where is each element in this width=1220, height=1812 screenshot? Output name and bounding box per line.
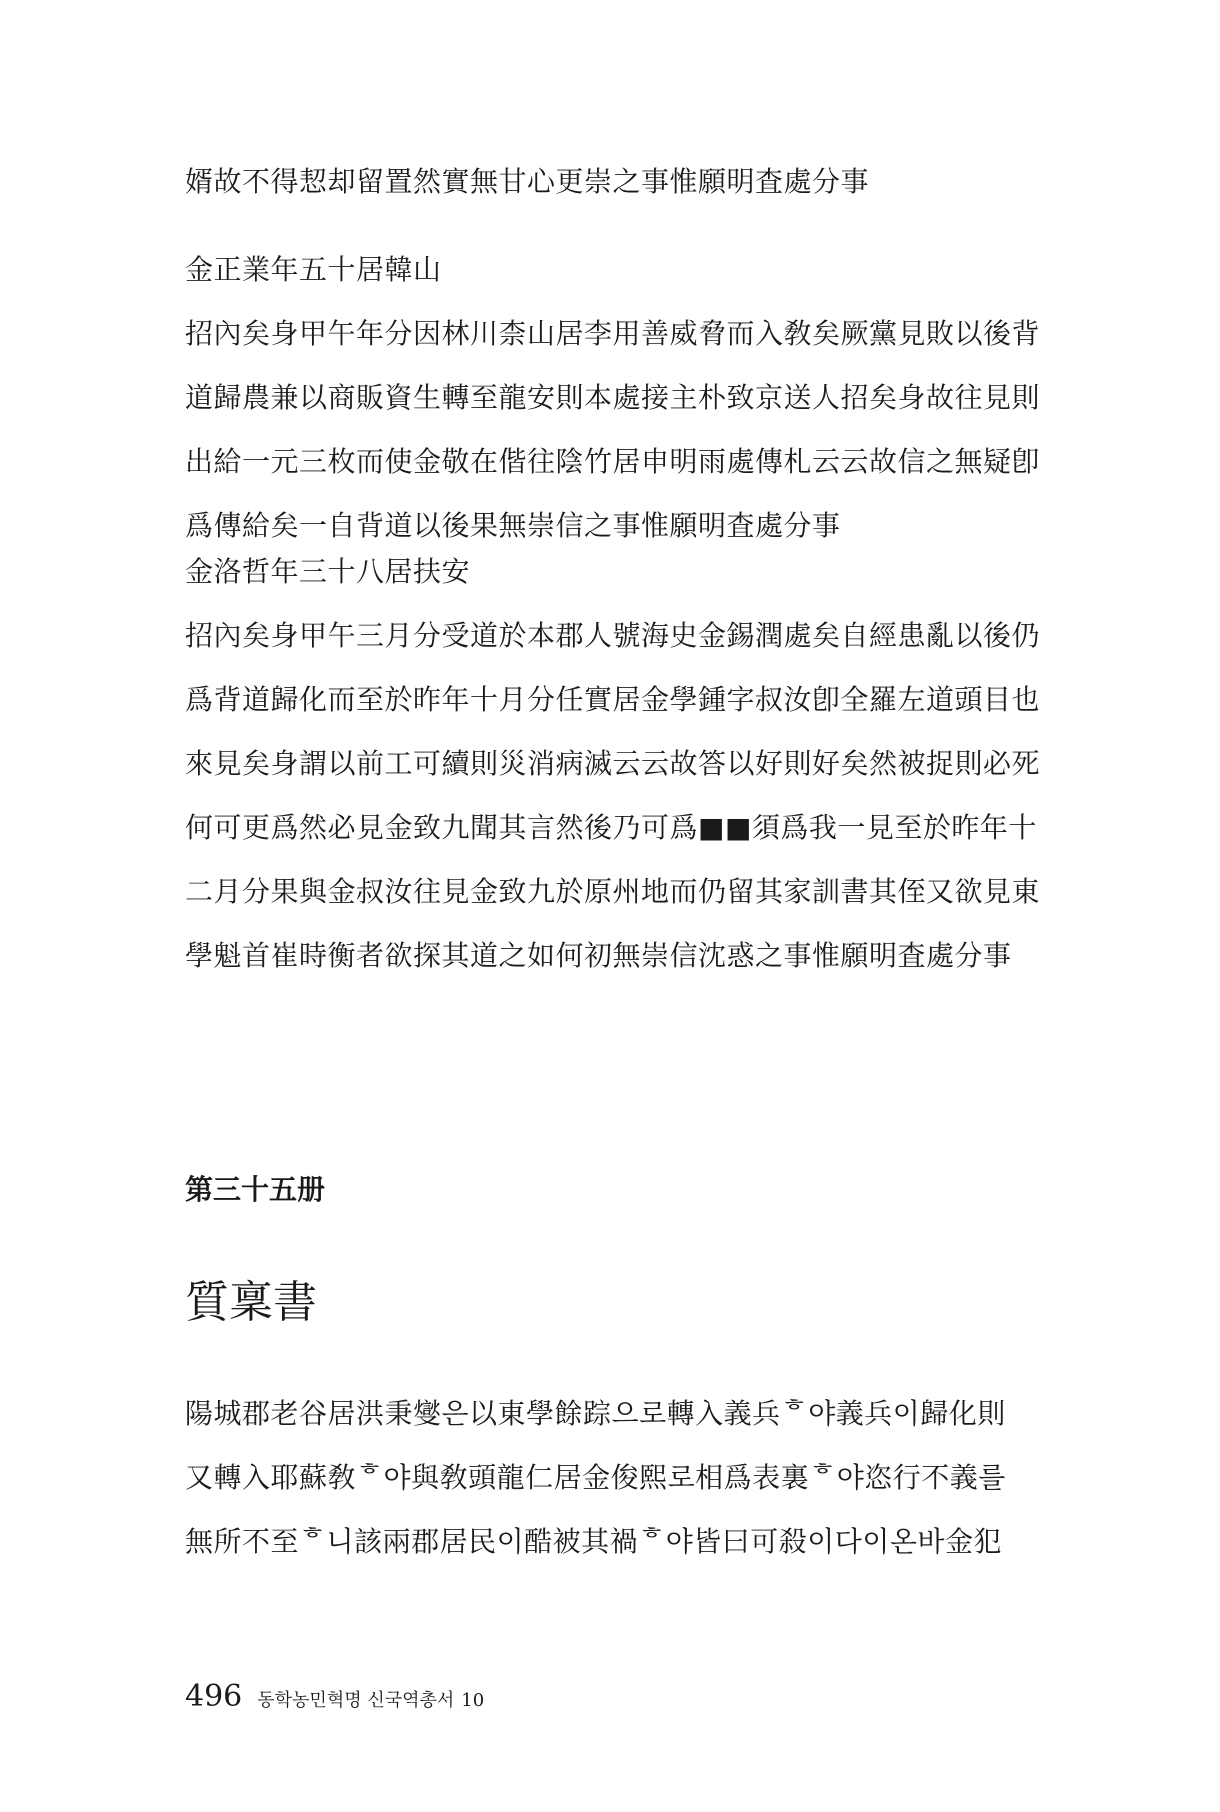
record-kim-nakcheol	[185, 540, 1045, 988]
memo-paragraph	[185, 1382, 1045, 1574]
text-line: 學魁首崔時衡者欲探其道之如何初無崇信沈惑之事惟願明査處分事	[185, 939, 1012, 972]
book-title: 동학농민혁명 신국역총서	[257, 1690, 455, 1711]
text-line: 招內矣身甲午三月分受道於本郡人號海史金錫潤處矣自經患亂以後仍	[185, 619, 1041, 652]
text-line: 又轉入耶蘇敎ᄒ야與敎頭龍仁居金俊熙로相爲表裏ᄒ야恣行不義를	[185, 1461, 1006, 1494]
volume-number: 10	[461, 1690, 485, 1711]
text-line: 陽城郡老谷居洪秉燮은以東學餘踪으로轉入義兵ᄒ야義兵이歸化則	[185, 1397, 1006, 1430]
record-kim-jeongeop	[185, 238, 1045, 558]
text-line: 出給一元三枚而使金敬在偕往陰竹居申明雨處傳札云云故信之無疑卽	[185, 445, 1041, 478]
volume-heading: 第三十五册	[185, 1173, 326, 1206]
text-line: 道歸農兼以商販資生轉至龍安則本處接主朴致京送人招矣身故往見則	[185, 381, 1041, 414]
text-line: 何可更爲然必見金致九聞其言然後乃可爲■■須爲我一見至於昨年十	[185, 811, 1037, 844]
page-footer	[185, 1679, 485, 1716]
text-line: 無所不至ᄒ니該兩郡居民이酷被其禍ᄒ야皆曰可殺이다이온바金犯	[185, 1525, 1002, 1558]
paragraph-continuation	[185, 150, 1045, 214]
text-line: 爲背道歸化而至於昨年十月分任實居金學鍾字叔汝卽全羅左道頭目也	[185, 683, 1041, 716]
page-number: 496	[185, 1679, 243, 1714]
text-line: 二月分果與金叔汝往見金致九於原州地而仍留其家訓書其侄又欲見東	[185, 875, 1041, 908]
text-line: 爲傳給矣一自背道以後果無崇信之事惟願明査處分事	[185, 509, 841, 542]
record-header: 金正業年五十居韓山	[185, 253, 442, 286]
text-line: 招內矣身甲午年分因林川柰山居李用善威脅而入敎矣厥黨見敗以後背	[185, 317, 1041, 350]
text-line: 來見矣身謂以前工可續則災消病滅云云故答以好則好矣然被捉則必死	[185, 747, 1041, 780]
document-title: 質稟書	[185, 1277, 317, 1328]
record-header: 金洛哲年三十八居扶安	[185, 555, 471, 588]
text-line: 婿故不得恝却留置然實無甘心更崇之事惟願明査處分事	[185, 165, 870, 198]
